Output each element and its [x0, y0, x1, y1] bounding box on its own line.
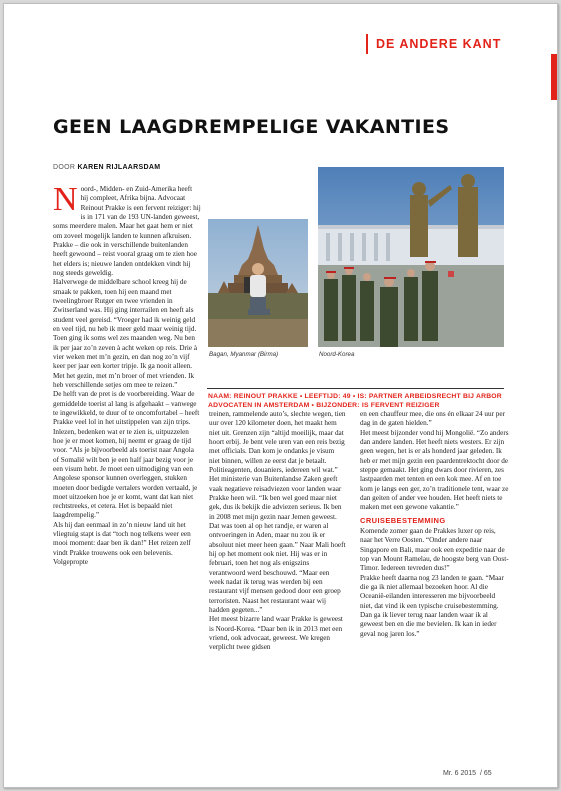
- info-box: NAAM: REINOUT PRAKKE • LEEFTIJD: 49 • IS: PARTNER ARBEIDSRECHT BIJ ARBOR ADVOCATEN IN AMSTERDAM • BIJZONDER: IS FERVENT REIZIGER: [208, 393, 502, 409]
- paragraph: Het meest bizarre land waar Prakke is geweest is Noord-Korea. “Daar ben ik in 2013 met een vriend, ook advocaat, geweest. We kregen verplicht twee gidsen: [209, 615, 343, 652]
- article-title: GEEN LAAGDREMPELIGE VAKANTIES: [53, 116, 450, 138]
- photo-bagan: [208, 219, 308, 347]
- article-column-1: [53, 181, 201, 567]
- byline: [53, 164, 160, 171]
- info-naam-label: NAAM:: [208, 393, 232, 400]
- paragraph: De helft van de pret is de voorbereiding. Waar de gemiddelde toerist al lang is afgehaakt – vanwege te ingewikkeld, te duur of te oncomfortabel – heeft Prakke veel lol in het uitstippelen van zijn trips. Inlezen, bedenken wat er te zien is, uitpuzzelen hoe je er moet komen, hij neemt er graag de tijd voor. “Als je bijvoorbeeld als toerist naar Angola of Somalië wilt ben je een half jaar bezig voor je een visum hebt. Je moet een uitnodiging van een Angolese sponsor kunnen overleggen, stukken moeten door bedigde vertalers worden vertaald, je moet uitzoeken hoe je er komt, want dat kan niet rechtstreeks, et cetera. Het is bepaald niet laagdrempelig.”: [53, 390, 200, 520]
- byline-author: KAREN RIJLAARSDAM: [77, 164, 161, 171]
- issue-label: Mr. 6 2015: [443, 770, 477, 777]
- paragraph: en een chauffeur mee, die ons én elkaar 24 uur per dag in de gaten hielden.”: [360, 410, 505, 428]
- info-is-label: IS:: [357, 393, 367, 400]
- magazine-page: [3, 3, 558, 788]
- info-leeftijd: 49: [342, 393, 351, 400]
- paragraph: treinen, rammelende auto’s, slechte wegen, tien uur over 120 kilometer doen, het maakt hem niet uit. Grenzen zijn “altijd moeilijk, maar dat hoort erbij. Je bent vele uren van een reis bezig met officials. Dan kom je ondanks je visum niet binnen, willen ze eerst dat je betaalt. Politieagenten, douaniers, iedereen wil wat.”: [209, 410, 346, 474]
- photo-caption-bagan: Bagan, Myanmar (Birma): [209, 351, 279, 358]
- article-column-3: [360, 410, 509, 639]
- paragraph: Halverwege de middelbare school kreeg hij de smaak te pakken, toen hij een maand met tweelingbroer Rutger en twee vrienden in Zwitserland was. Hij ging interrailen en heeft als student veel gereisd. “Vroeger had ik weinig geld en veel tijd, nu heb ik meer geld maar weinig tijd. Toen ging ik soms wel zes maanden weg. Nu ben ik per jaar zo’n zeven à acht weken op reis. Drie à vier weken met m’n gezin, en dan nog zo’n vijf keer per jaar een korter tripje. Ik ga nooit alleen. Met het gezin, met m’n broer of met vrienden. Ik heb verschillende setjes om mee te reizen.”: [53, 278, 198, 389]
- info-leeftijd-label: LEEFTIJD:: [304, 393, 341, 400]
- photo-north-korea: [318, 167, 504, 347]
- paragraph: Het ministerie van Buitenlandse Zaken geeft vaak negatieve reisadviezen voor landen waar Prakke heen wil. “Ik ben wel goed maar niet gek, dus ik bekijk die adviezen serieus. Ik ben in 2008 met mijn gezin naar Jemen geweest. Dat was toen al op het randje, er waren al ontvoeringen in Aden, maar nu zou ik er absoluut niet meer heen gaan.” Naar Mali hoeft hij op het moment ook niet. Hij was er in februari, toen het nog als enigszins verantwoord werd beschouwd. “Maar een week nadat ik terug was werden bij een restaurant vijf mensen gedood door een groep terroristen. Naast het restaurant waar wij hadden gegeten...”: [209, 475, 346, 614]
- info-box-rule: [207, 388, 504, 389]
- subheading-cruisebestemming: CRUISEBESTEMMING: [360, 515, 446, 525]
- info-naam: REINOUT PRAKKE: [233, 393, 298, 400]
- page-number: 65: [483, 770, 492, 777]
- page-footer: Mr. 6 2015 / 65: [443, 770, 492, 777]
- article-column-2: [209, 410, 346, 653]
- paragraph: Het meest bijzonder vond hij Mongolië. “Zo anders dan andere landen. Het heeft niets westers. Er zijn geen wegen, het is er als honderd jaar geleden. Ik heb er met mijn gezin een paardentrektocht door de steppe gemaakt. Het ging dwars door rivieren, zes lastpaarden met tenten en een kok mee. Af en toe kom je langs een ger, zo’n traditionele tent, waar ze dan geiten of ander vee houden. Het heeft niets te maken met een gewone vakantie.”: [360, 428, 509, 512]
- section-label: DE ANDERE KANT: [366, 34, 558, 54]
- photo-caption-north-korea: Noord-Korea: [319, 351, 355, 358]
- drop-cap: N: [53, 181, 78, 218]
- byline-prefix: DOOR: [53, 164, 76, 171]
- info-is: PARTNER ARBEIDSRECHT BIJ ARBOR ADVOCATEN IN AMSTERDAM: [208, 393, 502, 409]
- paragraph: Komende zomer gaan de Prakkes luxer op reis, naar het Verre Oosten. “Onder andere naar Singapore en Bali, maar ook een expeditie naar de top van Mount Ramelau, de hoogste berg van Oost-Timor. Iedereen tevreden dus!”: [360, 526, 509, 573]
- paragraph: Als hij dan eenmaal in zo’n nieuw land uit het vliegtuig stapt is dat “toch nog telkens weer een mooi moment: daar ben ik dan!” Het reizen zelf vindt Prakke trouwens ook een belevenis. Volgepropte: [53, 520, 191, 567]
- paragraph: Prakke heeft daarna nog 23 landen te gaan. “Maar die ga ik niet allemaal bezoeken hoor. Al die Oceanië-eilanden interesseren me bijvoorbeeld niet, dat vind ik een typische cruisebestemming. Dan ga ik liever terug naar landen waar ik al geweest ben en die me bevielen. Ik kan in ieder geval nog jaren los.”: [360, 573, 504, 638]
- info-bijzonder: IS FERVENT REIZIGER: [361, 402, 440, 409]
- paragraph: Noord-, Midden- en Zuid-Amerika heeft hij compleet, Afrika bijna. Advocaat Reinout Prakke is een fervent reiziger: hij is in 171 van de 193 UN-landen geweest, soms meerdere malen. Maar het gaat hem er niet om zoveel mogelijk landen te kunnen afkruisen. Prakke – die ook in verschillende buitenlanden heeft gewoond – reist vooral graag om te zien hoe het elders is; nieuwe landen ontdekken vindt hij nog steeds geweldig.: [53, 181, 201, 277]
- info-bijzonder-label: BIJZONDER:: [316, 402, 360, 409]
